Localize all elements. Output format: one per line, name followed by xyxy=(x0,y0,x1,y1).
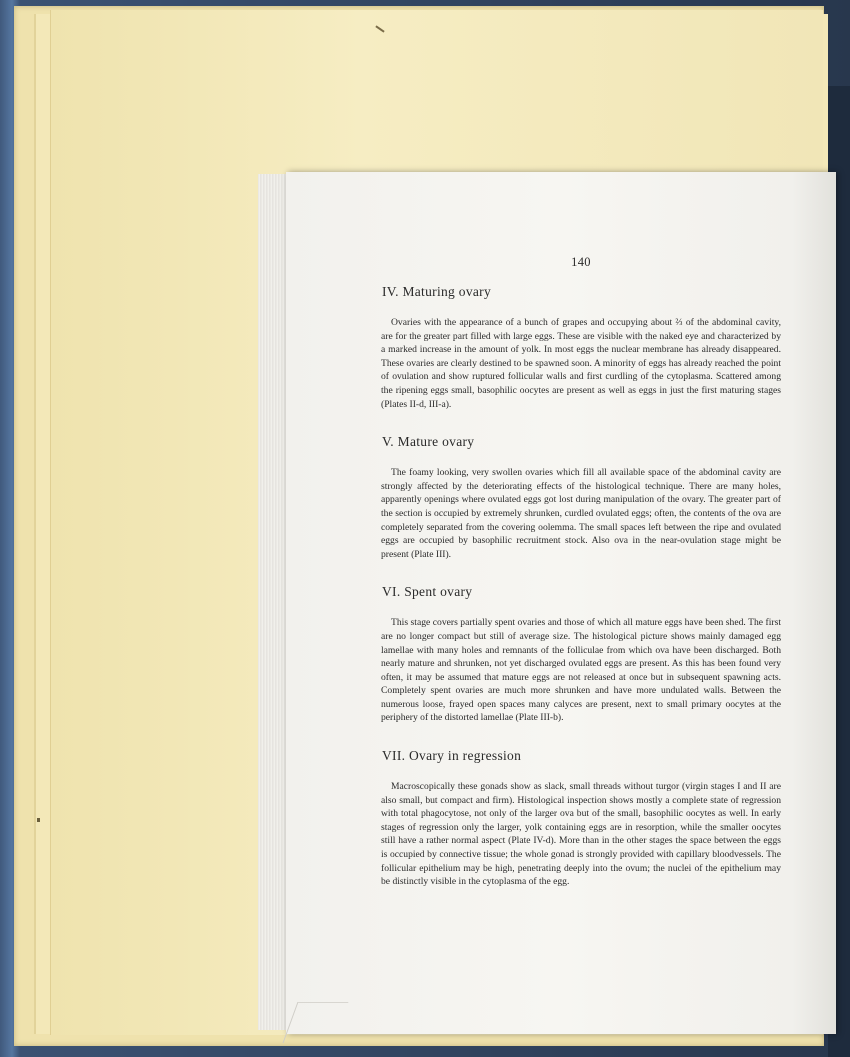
page-number: 140 xyxy=(571,255,591,269)
section-maturing-ovary xyxy=(381,284,781,411)
section-spent-ovary xyxy=(381,584,781,725)
section-heading: V. Mature ovary xyxy=(382,434,475,450)
page-content xyxy=(381,255,781,889)
section-mature-ovary xyxy=(381,434,781,561)
section-heading: IV. Maturing ovary xyxy=(382,284,492,299)
section-paragraph: This stage covers partially spent ovaries and those of which all mature eggs have been shed. The first are no longer compact but still of average size. The histological picture shows mainly damaged egg lamellae with many holes and remnants of the folliculae from which ova have been discharged. Both nearly mature and shrunken, not yet discharged ovulated eggs are present. As this has been found very often, it may be assumed that mature eggs are not released at once but in subsequent spawning acts. Completely spent ovaries are much more shrunken and have more undulated walls. Between the numerous loose, frayed open spaces many calyces are present, next to small primary oocytes at the periphery of the distorted lamellae (Plate III-b). xyxy=(381,617,781,724)
section-paragraph: The foamy looking, very swollen ovaries which fill all available space of the abdominal cavity are strongly affected by the deteriorating effects of the histological technique. There are many holes, apparently openings where ovulated eggs got lost during manipulation of the ovary. The greater part of the section is occupied by extremely shrunken, curdled ovulated eggs; often, the contents of the ova are completely separated from the covering oolemma. The small spaces left between the ripe and ovulated eggs are occupied by basophilic recruitment stock. Also ova in the near-ovulation stage might be present (Plate III). xyxy=(381,467,781,560)
pin-hole xyxy=(37,818,40,822)
section-paragraph: Macroscopically these gonads show as slack, small threads without turgor (virgin stages I and II are also small, but compact and firm). Histological inspection shows mostly a complete state of regression with total phagocytose, not only of the larger ova but of the small, basophilic oocytes as well. In early stages of regression only the larger, yolk containing eggs are in resorption, while the smaller oocytes still have a rather normal aspect (Plate IV-d). More than in the other stages the space between the eggs is occupied by connective tissue; the whole gonad is strongly provided with capillary bloodvessels. The follicular epithelium may be high, penetrating deeply into the ovum; the nuclei of the epithelium may be distinctly visible in the cytoplasma of the egg. xyxy=(381,781,781,888)
section-ovary-in-regression xyxy=(381,748,781,889)
section-heading: VI. Spent ovary xyxy=(382,584,473,600)
section-paragraph: Ovaries with the appearance of a bunch of grapes and occupying about ⅔ of the abdominal cavity, are for the greater part filled with large eggs. These are visible with the naked eye and characterized by a marked increase in the amount of yolk. In most eggs the nuclear membrane has already disappeared. These ovaries are clearly destined to be spawned soon. A minority of eggs has already reached the point of ovulation and show ruptured follicular walls and first curdling of the cytoplasma. Scattered among the ripening eggs small, basophilic oocytes are present as well as eggs in just the first maturing stages (Plates II-d, III-a). xyxy=(381,317,781,410)
section-heading: VII. Ovary in regression xyxy=(382,748,522,764)
